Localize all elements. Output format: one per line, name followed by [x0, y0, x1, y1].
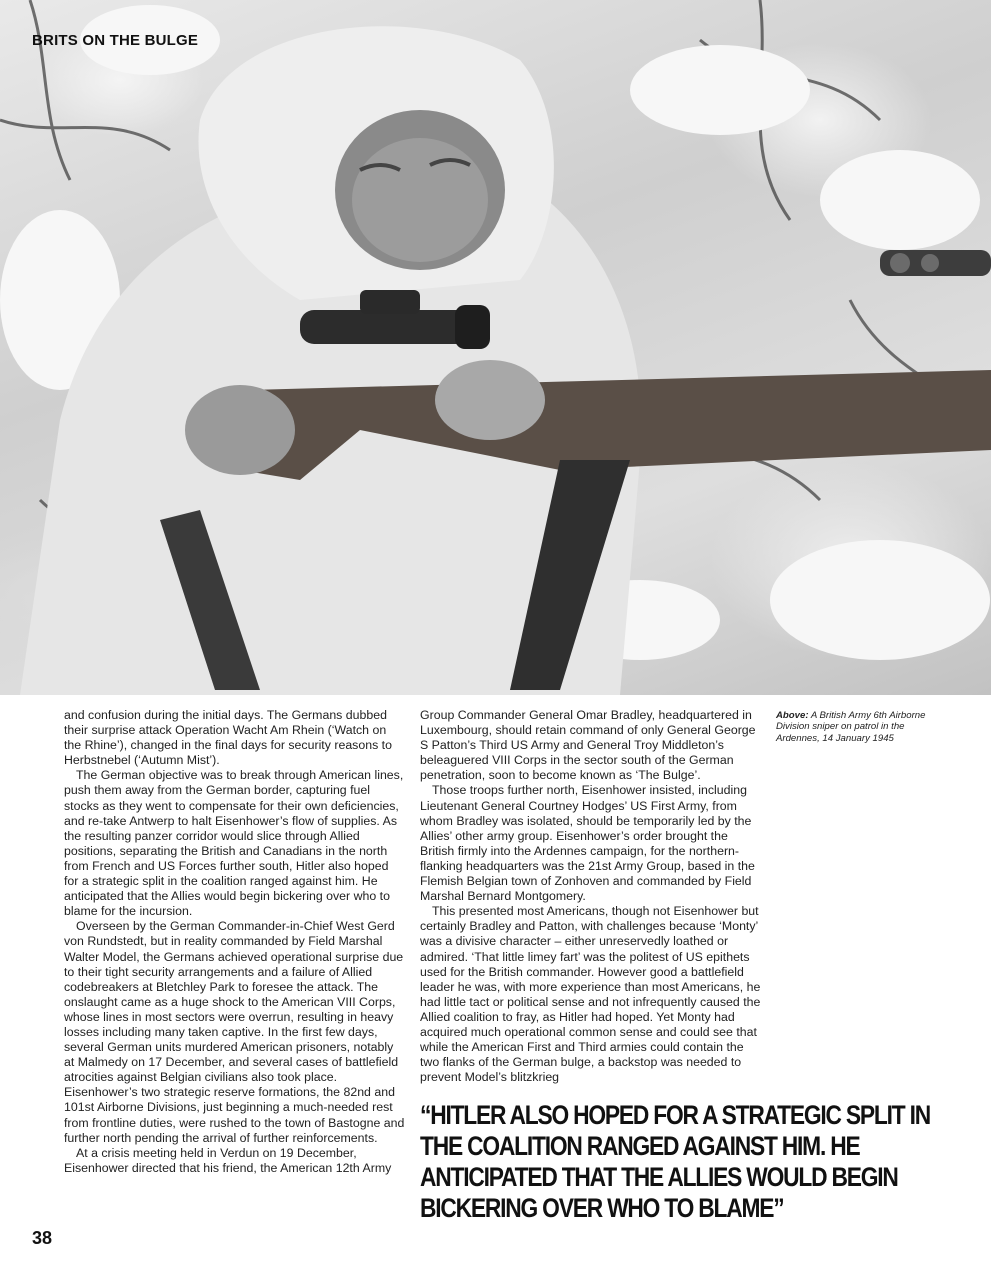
pull-quote: “HITLER ALSO HOPED FOR A STRATEGIC SPLIT IN THE COALITION RANGED AGAINST HIM. HE ANTICIPATED THAT THE ALLIES WOULD BEGIN BICKERING OVER WHO TO BLAME”: [420, 1100, 930, 1223]
paragraph: Group Commander General Omar Bradley, headquartered in Luxembourg, should retain command of only General George S Patton’s Third US Army and General Troy Middleton’s beleaguered VIII Corps in the sector south of the German penetration, soon to become known as ‘The Bulge’.: [420, 708, 756, 783]
article-column-2: [420, 708, 762, 1085]
article-column-1: [64, 708, 406, 1176]
paragraph: Overseen by the German Commander-in-Chief West Gerd von Rundstedt, but in reality commanded by Field Marshal Walter Model, the Germans achieved operational surprise due to their tight security arrangements and a failure of Allied codebreakers at Bletchley Park to foresee the attack. The onslaught came as a huge shock to the American VIII Corps, whose lines in most sectors were overrun, resulting in heavy losses including many taken captive. In the first few days, several German units murdered American prisoners, notably at Malmedy on 17 December, and several cases of battlefield atrocities against Belgian civilians also took place. Eisenhower’s two strategic reserve formations, the 82nd and 101st Airborne Divisions, just beginning a much-needed rest from frontline duties, were rushed to the town of Bastogne and further north pending the arrival of further reinforcements.: [64, 919, 405, 1145]
page-number: 38: [32, 1228, 53, 1248]
paragraph: Those troops further north, Eisenhower insisted, including Lieutenant General Courtney Hodges’ US First Army, from whom Bradley was isolated, should be temporarily led by the Allies’ other army group. Eisenhower’s order brought the British firmly into the Ardennes campaign, for the northern-flanking headquarters was the 21st Army Group, based in the Flemish Belgian town of Zonhoven and commanded by Field Marshal Bernard Montgomery.: [420, 783, 755, 904]
caption-lead: Above:: [776, 710, 809, 721]
section-label: BRITS ON THE BULGE: [32, 32, 199, 49]
photo-caption: [776, 710, 926, 744]
paragraph: The German objective was to break through American lines, push them away from the German border, capturing fuel stocks as they went to compensate for their own deficiencies, and re-take Antwerp to halt Eisenhower’s flow of supplies. As the resulting panzer corridor would slice through Allied positions, separating the British and Canadians in the north from French and US Forces further south, Hitler also hoped for a strategic split in the coalition ranged against him. He anticipated that the Allies would begin bickering over who to blame for the incursion.: [64, 768, 404, 919]
paragraph: and confusion during the initial days. The Germans dubbed their surprise attack Operation Wacht Am Rhein (‘Watch on the Rhine’), changed in the final days for security reasons to Herbstnebel (‘Autumn Mist’).: [64, 708, 392, 768]
caption-text: A British Army 6th Airborne Division sniper on patrol in the Ardennes, 14 January 1945: [776, 710, 926, 744]
paragraph: At a crisis meeting held in Verdun on 19 December, Eisenhower directed that his friend, the American 12th Army: [64, 1145, 392, 1175]
paragraph: This presented most Americans, though not Eisenhower but certainly Bradley and Patton, with challenges because ‘Monty’ was a divisive character – either unreservedly loathed or admired. ‘That little limey fart’ was the politest of US epithets used for the British commander. However good a battlefield leader he was, with more experience than most Americans, he had little tact or political sense and not infrequently caused the Allied coalition to fray, as Hitler had hoped. Yet Monty had acquired much operational common sense and could see that while the American First and Third armies could contain the two flanks of the German bulge, a backstop was needed to prevent Model’s blitzkrieg: [420, 904, 761, 1085]
